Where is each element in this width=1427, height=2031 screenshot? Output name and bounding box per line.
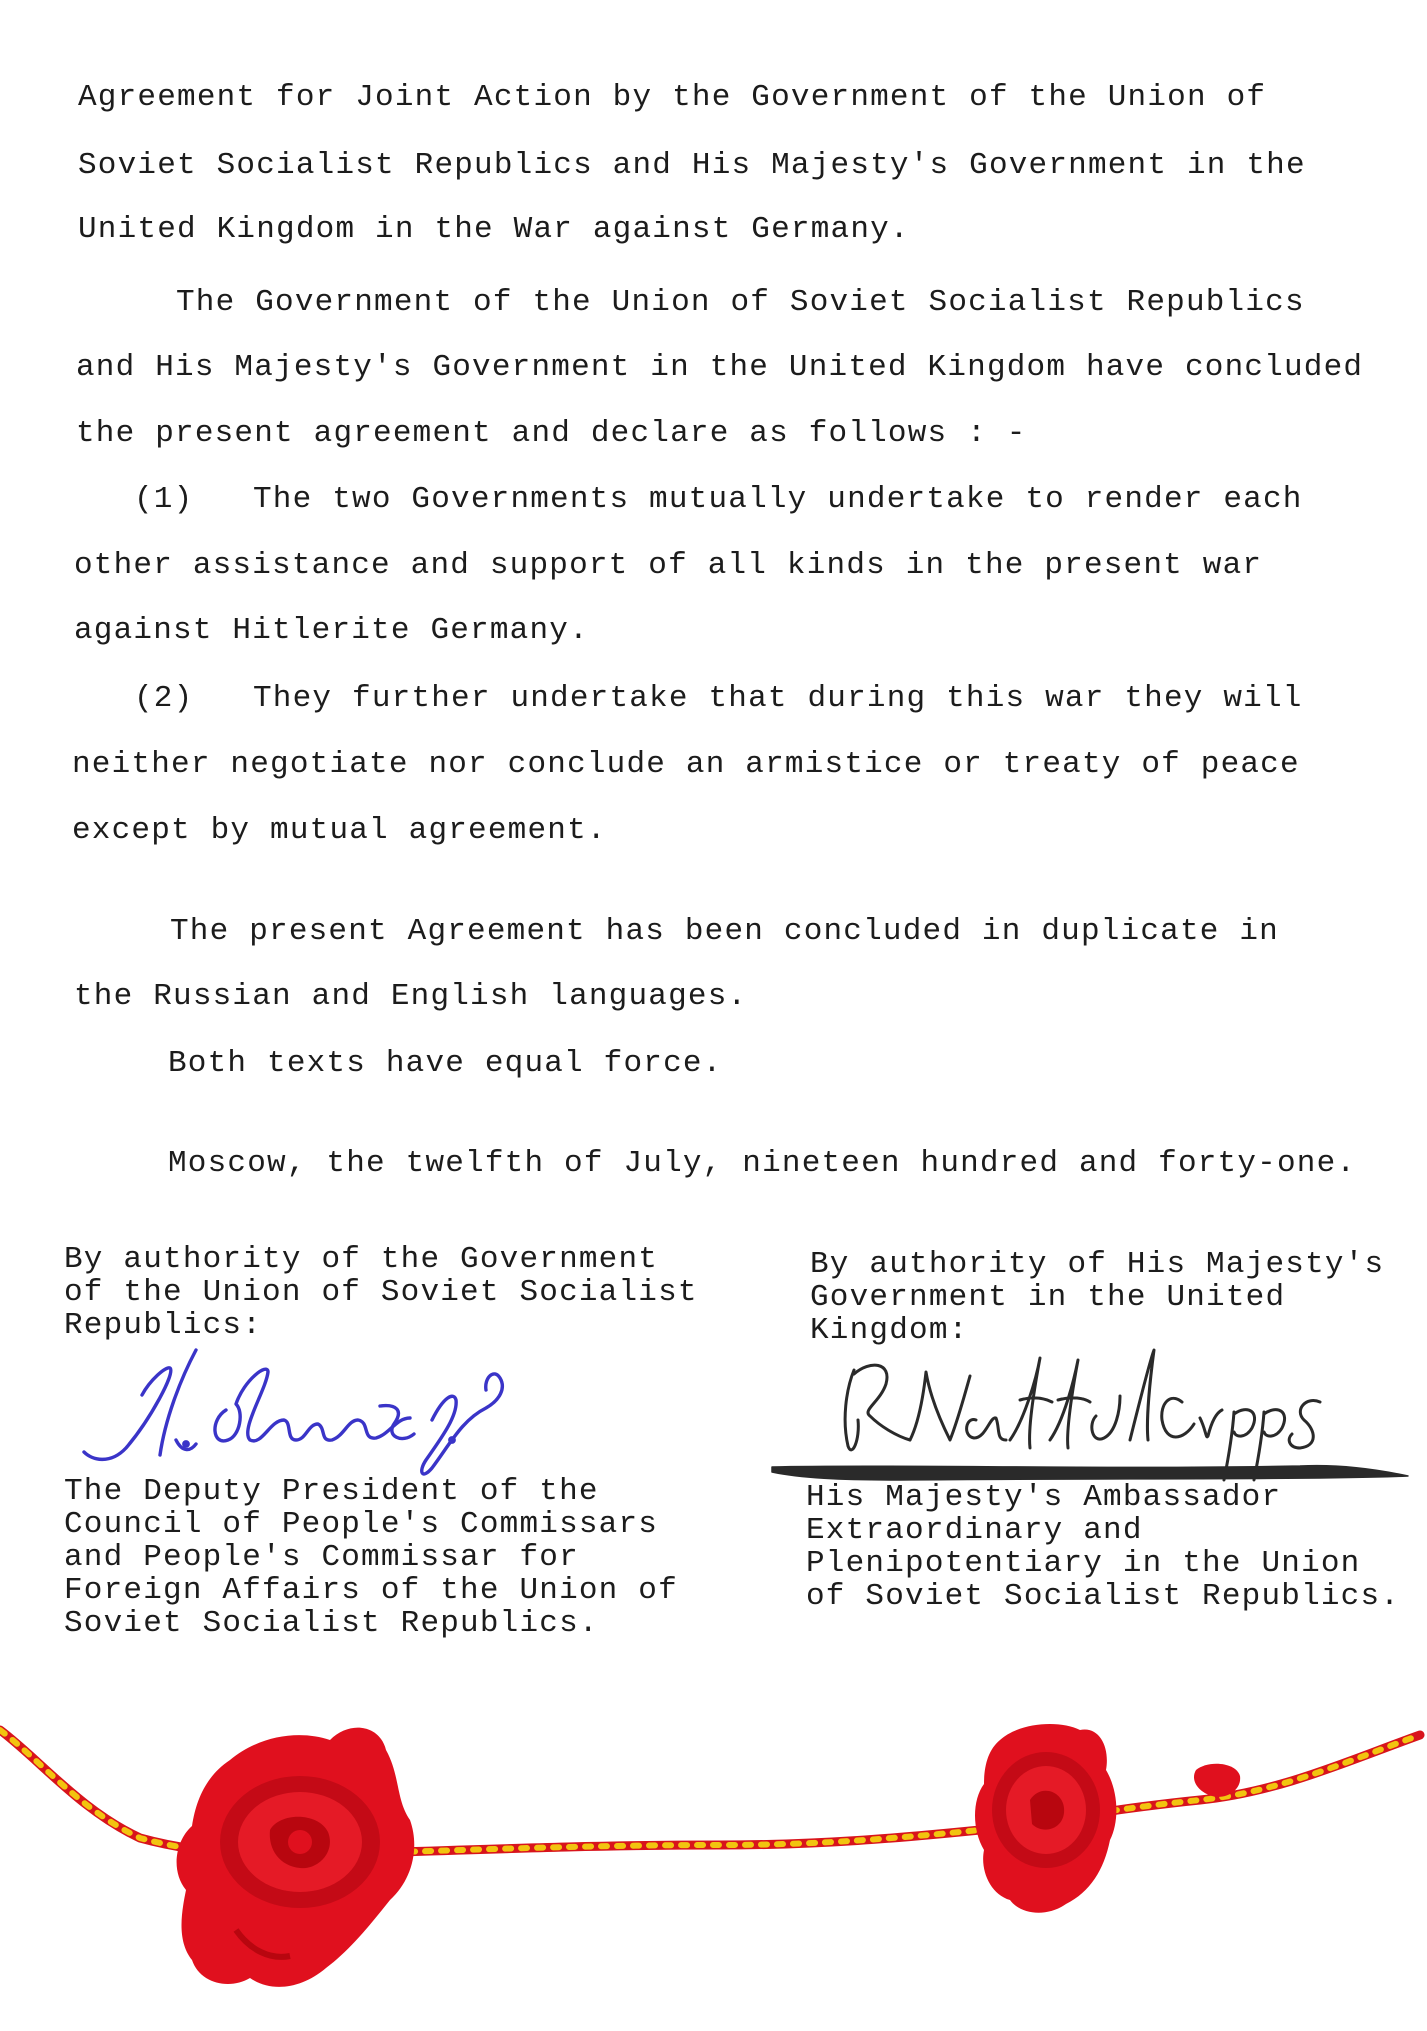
british-signature: [772, 1350, 1408, 1480]
article-2-line-3: except by mutual agreement.: [72, 813, 607, 848]
languages-line-1: The present Agreement has been concluded in duplicate in: [170, 914, 1279, 949]
british-authority-line-3: Kingdom:: [810, 1313, 969, 1348]
article-2-line-1: They further undertake that during this war they will: [253, 681, 1303, 716]
soviet-title-line-3: and People's Commissar for: [64, 1540, 579, 1575]
british-authority-line-1: By authority of His Majesty's: [810, 1247, 1385, 1282]
article-1-number: (1): [134, 482, 194, 517]
preamble-line-2: and His Majesty's Government in the United Kingdom have concluded: [76, 350, 1364, 385]
place-and-date: Moscow, the twelfth of July, nineteen hundred and forty-one.: [168, 1146, 1357, 1181]
british-title-line-1: His Majesty's Ambassador: [806, 1480, 1282, 1515]
article-1-line-2: other assistance and support of all kinds in the present war: [74, 548, 1263, 583]
title-line-3: United Kingdom in the War against Germany.: [78, 212, 910, 247]
soviet-title-line-4: Foreign Affairs of the Union of: [64, 1573, 678, 1608]
languages-line-2: the Russian and English languages.: [74, 979, 748, 1014]
preamble-line-1: The Government of the Union of Soviet Socialist Republics: [176, 285, 1305, 320]
soviet-signature: [84, 1350, 502, 1474]
soviet-authority-line-2: of the Union of Soviet Socialist: [64, 1275, 698, 1310]
british-title-line-2: Extraordinary and: [806, 1513, 1143, 1548]
equal-force: Both texts have equal force.: [168, 1046, 723, 1081]
soviet-title-line-5: Soviet Socialist Republics.: [64, 1606, 599, 1641]
soviet-authority-line-1: By authority of the Government: [64, 1242, 659, 1277]
soviet-wax-seal: [177, 1728, 415, 1987]
soviet-title-line-1: The Deputy President of the: [64, 1474, 599, 1509]
british-wax-seal: [975, 1724, 1240, 1913]
title-line-1: Agreement for Joint Action by the Government of the Union of: [78, 80, 1267, 115]
soviet-title-line-2: Council of People's Commissars: [64, 1507, 659, 1542]
soviet-authority-line-3: Republics:: [64, 1308, 263, 1343]
article-1-line-3: against Hitlerite Germany.: [74, 613, 589, 648]
article-2-line-2: neither negotiate nor conclude an armistice or treaty of peace: [72, 747, 1300, 782]
british-title-line-4: of Soviet Socialist Republics.: [806, 1579, 1401, 1614]
title-line-2: Soviet Socialist Republics and His Majesty's Government in the: [78, 148, 1306, 183]
british-authority-line-2: Government in the United: [810, 1280, 1286, 1315]
british-title-line-3: Plenipotentiary in the Union: [806, 1546, 1361, 1581]
article-2-number: (2): [134, 681, 194, 716]
article-1-line-1: The two Governments mutually undertake to render each: [253, 482, 1303, 517]
preamble-line-3: the present agreement and declare as follows : -: [76, 416, 1027, 451]
